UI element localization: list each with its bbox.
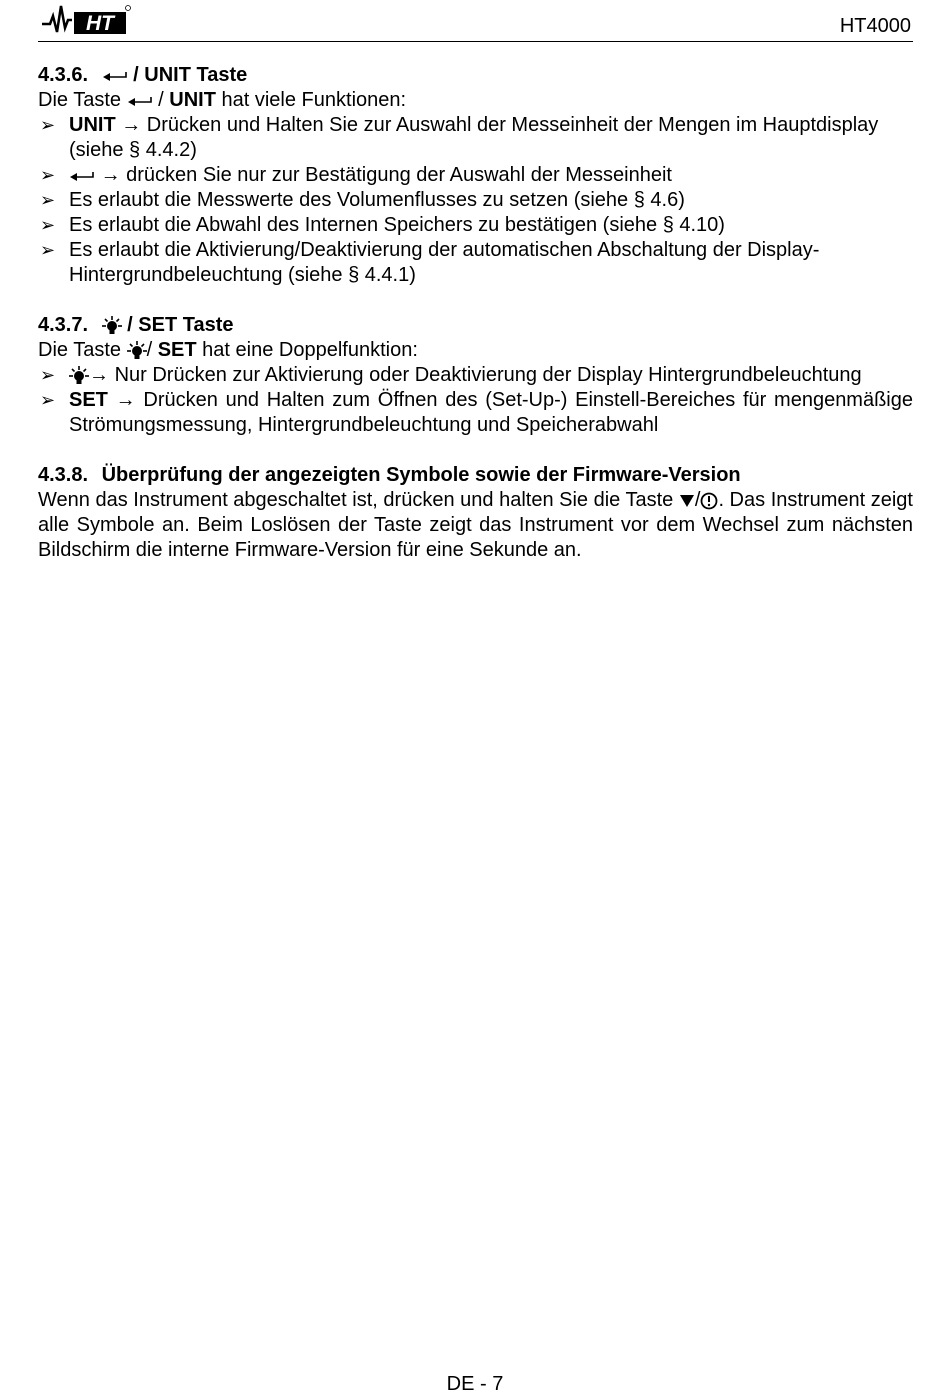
svg-text:HT: HT: [86, 12, 114, 35]
set-key-label: SET: [69, 389, 108, 411]
list-item-text: Drücken und Halten Sie zur Auswahl der Messeinheit der Mengen im Hauptdisplay (siehe § 4.4.2): [69, 114, 879, 161]
bullet-arrowhead-icon: ➢: [40, 165, 56, 185]
bullet-arrowhead-icon: ➢: [40, 115, 56, 135]
section-4-3-7-title: [38, 313, 913, 338]
list-item: [38, 388, 913, 438]
section-4-3-8-title: [38, 463, 913, 488]
arrow-icon: →: [89, 364, 109, 386]
list-item-text: Nur Drücken zur Aktivierung oder Deaktivierung der Display Hintergrundbeleuchtung: [114, 364, 862, 386]
enter-key-icon: [127, 95, 153, 107]
list-item: [38, 163, 913, 188]
bullet-arrowhead-icon: ➢: [40, 190, 56, 210]
document-code: HT4000: [839, 15, 911, 37]
section-intro: [38, 338, 913, 363]
bullet-arrowhead-icon: ➢: [40, 215, 56, 235]
section-paragraph: [38, 488, 913, 563]
page-content: [38, 63, 913, 563]
list-item: [38, 238, 913, 288]
backlight-bulb-icon: [102, 316, 122, 336]
page-header: [38, 0, 913, 42]
bullet-arrowhead-icon: ➢: [40, 365, 56, 385]
intro-text: Die Taste: [38, 339, 122, 361]
page-number: DE - 7: [446, 1373, 504, 1395]
section-number: 4.3.6.: [38, 64, 89, 86]
set-key-label: SET: [157, 339, 197, 361]
list-item: [38, 213, 913, 238]
list-item: [38, 363, 913, 388]
paragraph-text: Wenn das Instrument abgeschaltet ist, drücken und halten Sie die Taste: [38, 489, 674, 511]
section-intro: [38, 88, 913, 113]
bullet-arrowhead-icon: ➢: [40, 240, 56, 260]
intro-text: hat viele Funktionen:: [221, 89, 407, 111]
arrow-icon: →: [121, 114, 142, 136]
slash: /: [146, 339, 153, 361]
arrow-icon: →: [115, 389, 136, 411]
list-item: [38, 113, 913, 163]
unit-key-label: UNIT: [169, 89, 216, 111]
section-title-text: / SET Taste: [127, 314, 234, 336]
section-title-text: Überprüfung der angezeigten Symbole sowie der Firmware-Version: [101, 464, 741, 486]
backlight-bulb-icon: [69, 366, 89, 386]
section-title-text: / UNIT Taste: [133, 64, 248, 86]
section-4-3-6-title: [38, 63, 913, 88]
backlight-bulb-icon: [127, 341, 147, 361]
list-item-text: drücken Sie nur zur Bestätigung der Auswahl der Messeinheit: [126, 164, 672, 186]
list-item-text: Es erlaubt die Messwerte des Volumenflusses zu setzen (siehe § 4.6): [69, 189, 685, 211]
arrow-icon: →: [100, 164, 121, 186]
list-item: [38, 188, 913, 213]
section-number: 4.3.7.: [38, 314, 89, 336]
intro-text: hat eine Doppelfunktion:: [202, 339, 418, 361]
enter-key-icon: [69, 170, 95, 182]
paragraph-text: . Das Instrument zeigt alle Symbole an. Beim Loslösen der Taste zeigt das Instrument vor dem Wechsel zum nächsten Bildschirm die interne Firmware-Version für eine Sekunde an.: [38, 489, 913, 561]
enter-key-icon: [102, 70, 128, 82]
unit-key-functions-list: [38, 113, 913, 288]
list-item-text: Es erlaubt die Aktivierung/Deaktivierung der automatischen Abschaltung der Display-Hintergrundbeleuchtung (siehe § 4.4.1): [69, 239, 820, 286]
power-icon: [700, 492, 718, 510]
down-triangle-icon: [679, 494, 695, 508]
set-key-functions-list: [38, 363, 913, 438]
intro-text: Die Taste: [38, 89, 122, 111]
list-item-text: Drücken und Halten zum Öffnen des (Set-Up-) Einstell-Bereiches für mengenmäßige Strömungsmessung, Hintergrundbeleuchtung und Speicherabwahl: [69, 389, 914, 436]
section-number: 4.3.8.: [38, 464, 89, 486]
list-item-text: Es erlaubt die Abwahl des Internen Speichers zu bestätigen (siehe § 4.10): [69, 214, 725, 236]
bullet-arrowhead-icon: ➢: [40, 390, 56, 410]
slash: /: [694, 489, 701, 511]
unit-key-label: UNIT: [69, 114, 116, 136]
ht-logo: [40, 2, 132, 36]
slash: /: [158, 89, 164, 111]
